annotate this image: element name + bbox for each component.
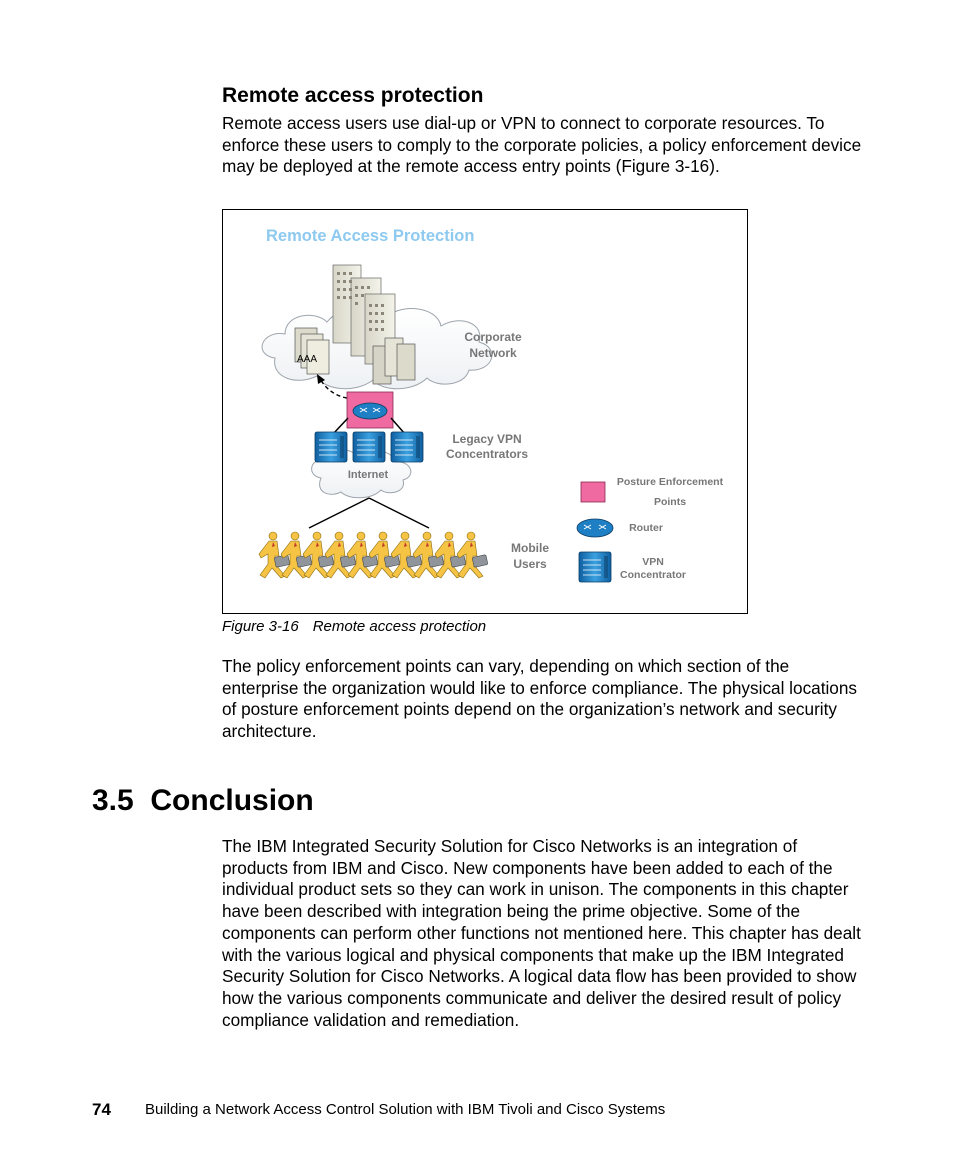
book-title: Building a Network Access Control Solution with IBM Tivoli and Cisco Systems: [145, 1101, 666, 1118]
conclusion-paragraph: The IBM Integrated Security Solution for Cisco Networks is an integration of products from IBM and Cisco. New components have been added to each of the individual product sets so they can work in unison. The components in this chapter have been described with integration being the prime objective. Some of the components can perform other functions not mentioned here. This chapter has dealt with the various logical and physical components that make up the IBM Integrated Security Solution for Cisco Networks. A logical data flow has been provided to show how the various components communicate and deliver the desired result of policy compliance validation and remediation.: [222, 836, 861, 1030]
figure-caption: [222, 618, 486, 635]
corporate-network-label-2: Network: [469, 346, 517, 360]
mobile-users-label-1: Mobile: [511, 541, 549, 555]
legend-router-label: Router: [629, 522, 663, 534]
legend: [577, 476, 724, 582]
corporate-network-label-1: Corporate: [464, 330, 522, 344]
legend-vpn-icon: [579, 552, 611, 582]
mobile-users-label-2: Users: [513, 557, 547, 571]
figure-title: Remote Access Protection: [266, 227, 475, 245]
internet-label: Internet: [347, 469, 389, 481]
legend-vpn-label-2: Concentrator: [620, 569, 686, 581]
vpn-concentrators-icon: [315, 432, 423, 462]
legacy-vpn-label-2: Concentrators: [445, 447, 529, 461]
legend-vpn-label-1: VPN: [642, 556, 664, 568]
legacy-vpn-label-1: Legacy VPN: [452, 432, 522, 446]
aaa-label: AAA: [297, 354, 318, 365]
figure-remote-access: [222, 209, 748, 614]
posture-enforcement-point: [347, 392, 393, 428]
legend-pep-label-1: Posture Enforcement: [616, 476, 724, 488]
section-heading: Remote access protection: [222, 84, 484, 107]
mobile-users-icon: [259, 532, 488, 578]
caption-number: Figure 3-16: [222, 618, 299, 635]
page-number: 74: [92, 1100, 111, 1119]
conclusion-heading: 3.5 Conclusion: [92, 784, 314, 817]
caption-text: Remote access protection: [312, 618, 487, 635]
intro-paragraph: Remote access users use dial-up or VPN to connect to corporate resources. To enforce these users to comply to the corporate policies, a policy enforcement device may be deployed at the remote access entry points (Figure 3-16).: [222, 113, 862, 177]
legend-router-icon: [577, 519, 613, 537]
policy-paragraph: The policy enforcement points can vary, depending on which section of the enterprise the organization would like to enforce compliance. The physical locations of posture enforcement points depend on the organization’s network and security architecture.: [222, 656, 858, 742]
legend-pep-label-2: Points: [653, 496, 687, 508]
legend-pep-swatch: [581, 482, 605, 502]
